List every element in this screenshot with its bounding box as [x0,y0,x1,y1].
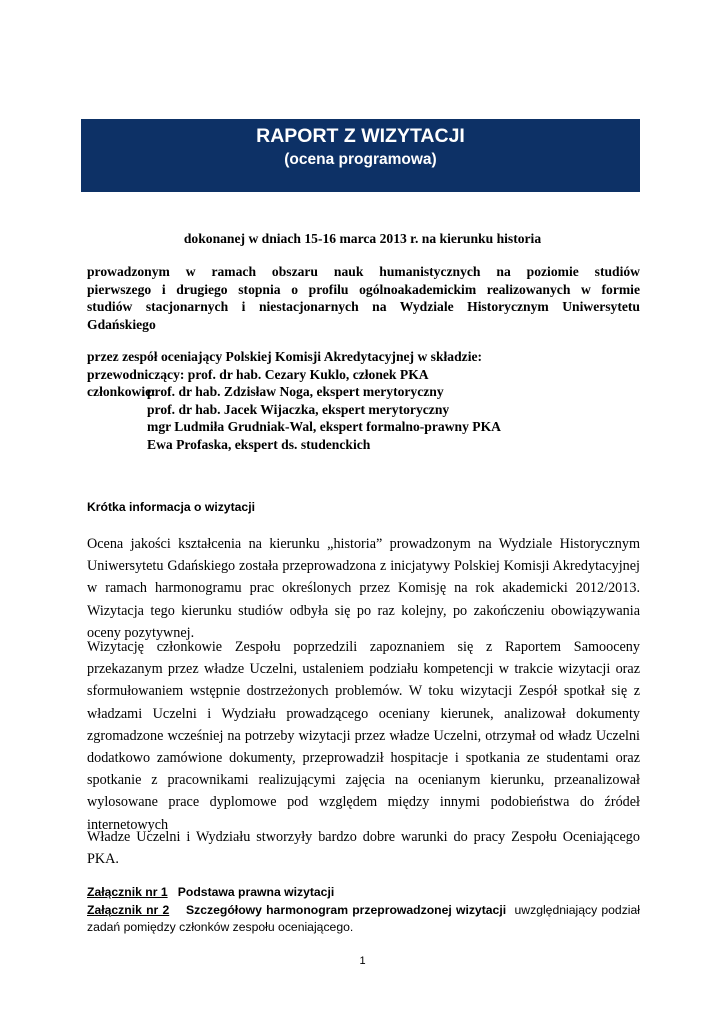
attachment-1 [87,884,640,902]
program-line: pierwszego i drugiego stopnia o profilu ogólnoakademickim realizowanych w formie [87,281,640,297]
team-chair: przewodniczący: prof. dr hab. Cezary Kuklo, członek PKA [87,366,429,382]
section-paragraph: Ocena jakości kształcenia na kierunku „historia” prowadzonym na Wydziale Historycznym Uniwersytetu Gdańskiego została przeprowadzona z inicjatywy Polskiej Komisji Akredytacyjnej w ramach harmonogramu prac określonych przez Komisję na rok akademicki 2012/2013. Wizytacja tego kierunku studiów odbyła się po raz kolejny, po zakończeniu obowiązywania oceny pozytywnej. [87,536,640,641]
attachments [87,884,640,937]
attachment-2 [87,902,640,937]
program-line: studiów stacjonarnych i niestacjonarnych na Wydziale Historycznym Uniwersytetu [87,299,640,314]
section-heading: Krótka informacja o wizytacji [87,500,255,514]
team-members-first [87,383,640,401]
program-description [87,263,640,333]
attachment-label: Załącznik nr 2 [87,902,170,917]
team-member: prof. dr hab. Zdzisław Noga, ekspert merytoryczny [147,384,444,399]
evaluation-team [87,348,640,453]
program-line: Gdańskiego [87,316,156,332]
report-title: RAPORT Z WIZYTACJI [256,125,465,147]
section-paragraph: Wizytację członkowie Zespołu poprzedzili zapoznaniem się z Raportem Samooceny przekazanym przez władze Uczelni, ustaleniem podziału kompetencji w trakcie wizytacji oraz sformułowaniem wstępnie dostrzeżonych problemów. W toku wizytacji Zespół spotkał się z władzami Uczelni i Wydziału prowadzącego oceniany kierunek, analizował dokumenty zgromadzone wcześniej na potrzeby wizytacji przez władze Uczelni, otrzymał od władz Uczelni dodatkowo zamówione dokumenty, przeprowadził hospitacje i spotkania ze studentami oraz spotkanie z pracownikami realizującymi zajęcia na ocenianym kierunku, przeanalizował wylosowane prace dyplomowe pod względem między innymi podobieństwa do źródeł internetowych [87,639,640,833]
program-line: prowadzonym w ramach obszaru nauk humanistycznych na poziomie studiów [87,264,640,279]
attachment-description: uwzględniający podział zadań pomiędzy członków zespołu oceniającego. [87,902,640,934]
attachment-title: Szczegółowy harmonogram przeprowadzonej wizytacji [186,902,507,917]
section-paragraph: Władze Uczelni i Wydziału stworzyły bardzo dobre warunki do pracy Zespołu Oceniającego PKA. [87,829,640,868]
report-title-banner [81,119,640,192]
team-heading: przez zespół oceniający Polskiej Komisji Akredytacyjnej w składzie: [87,349,483,364]
attachment-label: Załącznik nr 1 [87,885,168,899]
team-member: Ewa Profaska, ekspert ds. studenckich [147,436,371,452]
attachment-title: Podstawa prawna wizytacji [177,885,335,899]
visit-date-line: dokonanej w dniach 15-16 marca 2013 r. na kierunku historia [183,231,542,246]
team-member: mgr Ludmiła Grudniak-Wal, ekspert formalno-prawny PKA [147,419,501,434]
report-subtitle: (ocena programowa) [284,151,437,168]
team-member: prof. dr hab. Jacek Wijaczka, ekspert merytoryczny [147,401,450,417]
members-label: członkowie: [87,384,156,399]
page-number: 1 [359,955,366,967]
